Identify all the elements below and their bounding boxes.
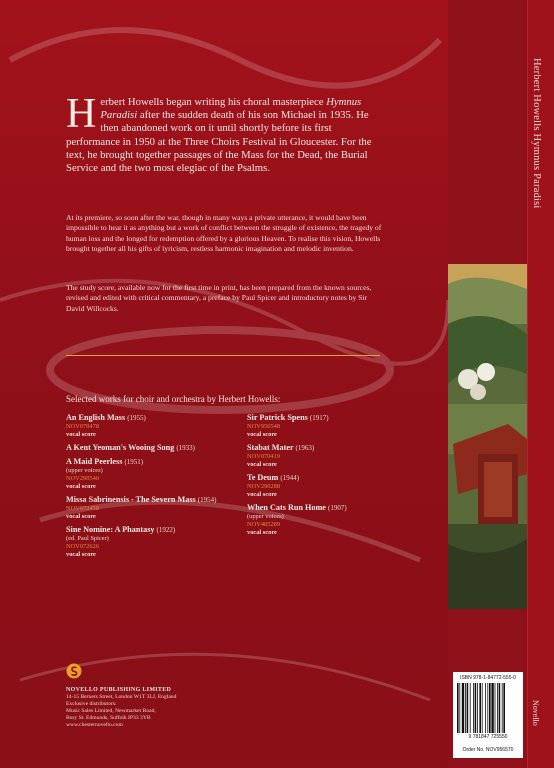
work-title-text: An English Mass: [66, 413, 126, 422]
spine-title: Herbert Howells Hymnus Paradisi: [531, 58, 542, 209]
works-column-right: [247, 413, 417, 541]
work-year: (1963): [295, 444, 315, 452]
barcode-bar: [459, 683, 460, 733]
work-title: [247, 413, 417, 423]
work-format: vocal score: [247, 431, 277, 438]
work-year: (1917): [309, 414, 329, 422]
work-title-text: Sine Nomine: A Phantasy: [66, 525, 155, 534]
publisher-info: [66, 687, 266, 730]
intro-paragraph: [66, 91, 386, 175]
work-title-text: Stabat Mater: [247, 443, 294, 452]
barcode-bar: [503, 683, 505, 733]
novello-logo-icon: [66, 663, 82, 679]
works-heading: Selected works for choir and orchestra by Herbert Howells:: [66, 394, 281, 404]
barcode-bar: [485, 683, 486, 733]
work-catalogue-number: NOV072458: [66, 505, 100, 512]
publisher-line: Exclusive distributors:: [66, 701, 117, 708]
barcode-bar: [473, 683, 474, 733]
publisher-line: Music Sales Limited, Newmarket Road,: [66, 708, 156, 715]
barcode-bar: [457, 683, 459, 733]
work-title-text: Sir Patrick Spens: [247, 413, 308, 422]
work-item: [66, 457, 236, 491]
barcode-bar: [502, 683, 503, 733]
work-format: vocal score: [66, 513, 96, 520]
work-format: vocal score: [66, 431, 96, 438]
work-format: vocal score: [66, 551, 96, 558]
work-item: [247, 443, 417, 469]
drop-cap: H: [66, 91, 97, 137]
publisher-name: NOVELLO PUBLISHING LIMITED: [66, 687, 172, 693]
barcode-number: 9 781847 725550: [468, 734, 508, 740]
barcode-bar: [475, 683, 477, 733]
work-item: [247, 503, 417, 537]
barcode-bar: [487, 683, 488, 733]
work-title: [247, 503, 417, 513]
barcode-bar: [499, 683, 501, 733]
work-title-text: When Cats Run Home: [247, 503, 326, 512]
cover-painting: [448, 264, 527, 609]
body-paragraph-2: At its premiere, so soon after the war, though in many ways a private utterance, it would have been impossible to hear it as anything but a work of conflict between the struggle of existence, the tragedy of human loss and the longed for redemption offered by a glorious Heaven. To realise this vision, Howells brought together all his gifts of lyricism, restless harmonic imagination and melodic invention.: [66, 213, 382, 254]
work-title: [66, 525, 236, 535]
work-year: (1951): [124, 458, 144, 466]
work-note: (ed. Paul Spicer): [66, 535, 109, 542]
work-format: vocal score: [247, 491, 277, 498]
work-item: [66, 525, 236, 559]
barcode-bar: [462, 683, 464, 733]
work-note: (upper voices): [66, 467, 103, 474]
work-title: [66, 495, 236, 505]
barcode-icon: [456, 683, 520, 733]
intro-text-2: after the sudden death of his son Michael in 1935. He then abandoned work on it until shortly before its first performance in 1950 at the Three Choirs Festival in Gloucester. For the text, he brought together passages of the Mass for the Dead, the Burial Service and the two most elegiac of the Psalms.: [66, 109, 372, 175]
work-title: [66, 413, 236, 423]
work-title-text: A Kent Yeoman's Wooing Song: [66, 443, 175, 452]
work-format: vocal score: [247, 461, 277, 468]
work-title-text: Te Deum: [247, 473, 279, 482]
publisher-line: Bury St. Edmunds, Suffolk IP33 3YB: [66, 715, 151, 722]
work-catalogue-number: NOV070478: [66, 423, 100, 430]
work-title: [66, 457, 236, 467]
spine-publisher: Novello: [531, 700, 540, 726]
work-format: vocal score: [247, 529, 277, 536]
work-item: [66, 413, 236, 439]
work-title-text: Missa Sabrinensis - The Severn Mass: [66, 495, 196, 504]
barcode-bar: [477, 683, 478, 733]
work-item: [66, 443, 236, 453]
work-catalogue-number: NOV290288: [247, 483, 281, 490]
work-item: [247, 413, 417, 439]
work-title: [247, 473, 417, 483]
work-note: (upper voices): [247, 513, 284, 520]
work-item: [247, 473, 417, 499]
barcode-bar: [495, 683, 496, 733]
work-item: [66, 495, 236, 521]
barcode-bar: [482, 683, 483, 733]
intro-text-1: erbert Howells began writing his choral masterpiece: [100, 96, 327, 108]
barcode-bar: [470, 683, 471, 733]
work-catalogue-number: NOV956548: [247, 423, 281, 430]
barcode-label: [453, 672, 523, 758]
barcode-bar: [489, 683, 491, 733]
work-catalogue-number: NOV070419: [247, 453, 281, 460]
work-catalogue-number: NOV072626: [66, 543, 100, 550]
work-catalogue-number: NOV485289: [247, 521, 281, 528]
barcode-bar: [497, 683, 498, 733]
barcode-bar: [479, 683, 481, 733]
publisher-website[interactable]: www.chesternovello.com: [66, 722, 123, 729]
publisher-line: 14-15 Berners Street, London W1T 3LJ, England: [66, 694, 177, 701]
work-year: (1944): [280, 474, 300, 482]
work-year: (1955): [127, 414, 146, 422]
work-catalogue-number: NOV290540: [66, 475, 100, 482]
work-year: (1922): [156, 526, 176, 534]
works-column-left: [66, 413, 236, 563]
order-number: Order No. NOV956570: [462, 747, 514, 753]
body-paragraph-3: The study score, available now for the first time in print, has been prepared from the known sources, revised and edited with critical commentary, a preface by Paul Spicer and introductory notes by Sir David Willcocks.: [66, 283, 372, 313]
work-title: [66, 443, 236, 453]
intro-work-title: Hymnus Paradisi: [100, 96, 362, 122]
work-year: (1954): [197, 496, 217, 504]
barcode-bar: [465, 683, 466, 733]
work-format: vocal score: [66, 483, 96, 490]
work-year: (1933): [176, 444, 195, 452]
gold-divider: [66, 355, 380, 356]
barcode-bar: [491, 683, 493, 733]
isbn-text: ISBN 978-1-84772-555-0: [460, 675, 516, 681]
work-title-text: A Maid Peerless: [66, 457, 123, 466]
work-year: (1907): [327, 504, 347, 512]
barcode-bar: [467, 683, 469, 733]
work-title: [247, 443, 417, 453]
